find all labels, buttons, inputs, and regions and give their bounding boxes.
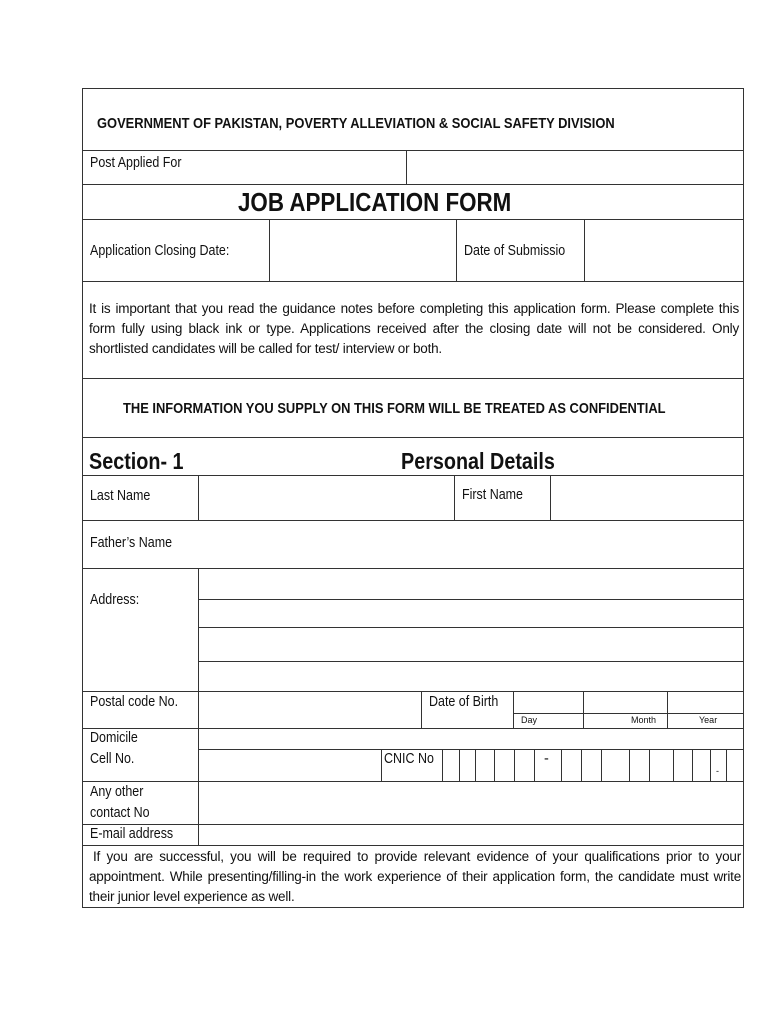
footer-note: If you are successful, you will be required to provide relevant evidence of your qualifications prior to your appointment. While presenting/filling-in the work experience of their application form, the candidate must write their junior level experience as well.: [89, 849, 741, 904]
email-label: E-mail address: [90, 826, 174, 842]
dob-year-input[interactable]: [668, 692, 743, 713]
job-application-form: [82, 88, 744, 908]
domicile-input[interactable]: [199, 729, 743, 749]
other-contact-label-2: contact No: [90, 805, 150, 821]
row-divider: [83, 378, 743, 379]
submission-date-label: Date of Submissio: [464, 243, 566, 259]
dob-day-input[interactable]: [514, 692, 583, 713]
dob-year-label: Year: [699, 715, 718, 725]
closing-date-input[interactable]: [270, 220, 456, 281]
other-contact-label-1: Any other: [90, 784, 144, 800]
post-applied-label: Post Applied For: [90, 155, 182, 171]
fathers-name-input[interactable]: [199, 521, 743, 568]
form-title: JOB APPLICATION FORM: [238, 187, 512, 217]
section-number: Section- 1: [89, 448, 184, 474]
last-name-input[interactable]: [199, 476, 454, 520]
postal-code-label: Postal code No.: [90, 694, 179, 710]
guidance-notes: It is important that you read the guidance notes before completing this application form. Please complete this form fully using black ink or type. Applications received after the closing date will not be considered. Only shortlisted candidates will be called for test/ interview or both.: [89, 301, 739, 356]
org-heading: GOVERNMENT OF PAKISTAN, POVERTY ALLEVIATION & SOCIAL SAFETY DIVISION: [97, 115, 615, 132]
first-name-label: First Name: [462, 487, 523, 503]
confidential-notice: THE INFORMATION YOU SUPPLY ON THIS FORM WILL BE TREATED AS CONFIDENTIAL: [123, 400, 666, 417]
row-divider: [83, 437, 743, 438]
col-divider: [456, 219, 457, 281]
cell-no-input[interactable]: [199, 750, 381, 781]
submission-date-input[interactable]: [585, 220, 743, 281]
closing-date-label: Application Closing Date:: [90, 243, 230, 259]
other-contact-input[interactable]: [199, 782, 743, 824]
dob-label: Date of Birth: [429, 694, 499, 710]
last-name-label: Last Name: [90, 488, 151, 504]
row-divider: [83, 845, 743, 846]
dob-month-input[interactable]: [584, 692, 667, 713]
row-divider: [83, 184, 743, 185]
cell-no-label: Cell No.: [90, 751, 135, 767]
section-title: Personal Details: [401, 448, 555, 474]
address-input[interactable]: [199, 569, 743, 691]
cnic-input[interactable]: [443, 750, 743, 781]
col-divider: [381, 749, 382, 781]
postal-code-input[interactable]: [199, 692, 421, 728]
email-input[interactable]: [199, 825, 743, 845]
dob-month-label: Month: [631, 715, 657, 725]
cnic-label: CNIC No: [384, 751, 434, 767]
dob-day-label: Day: [521, 715, 538, 725]
row-divider: [83, 281, 743, 282]
dob-divider: [513, 713, 743, 714]
first-name-input[interactable]: [551, 476, 743, 520]
col-divider: [454, 475, 455, 520]
address-label: Address:: [90, 592, 140, 608]
cnic-dash: -: [544, 751, 549, 767]
col-divider: [421, 691, 422, 728]
domicile-label: Domicile: [90, 730, 138, 746]
fathers-name-label: Father’s Name: [90, 535, 173, 551]
post-applied-input[interactable]: [407, 151, 743, 184]
cnic-dash-2: -: [716, 766, 719, 776]
